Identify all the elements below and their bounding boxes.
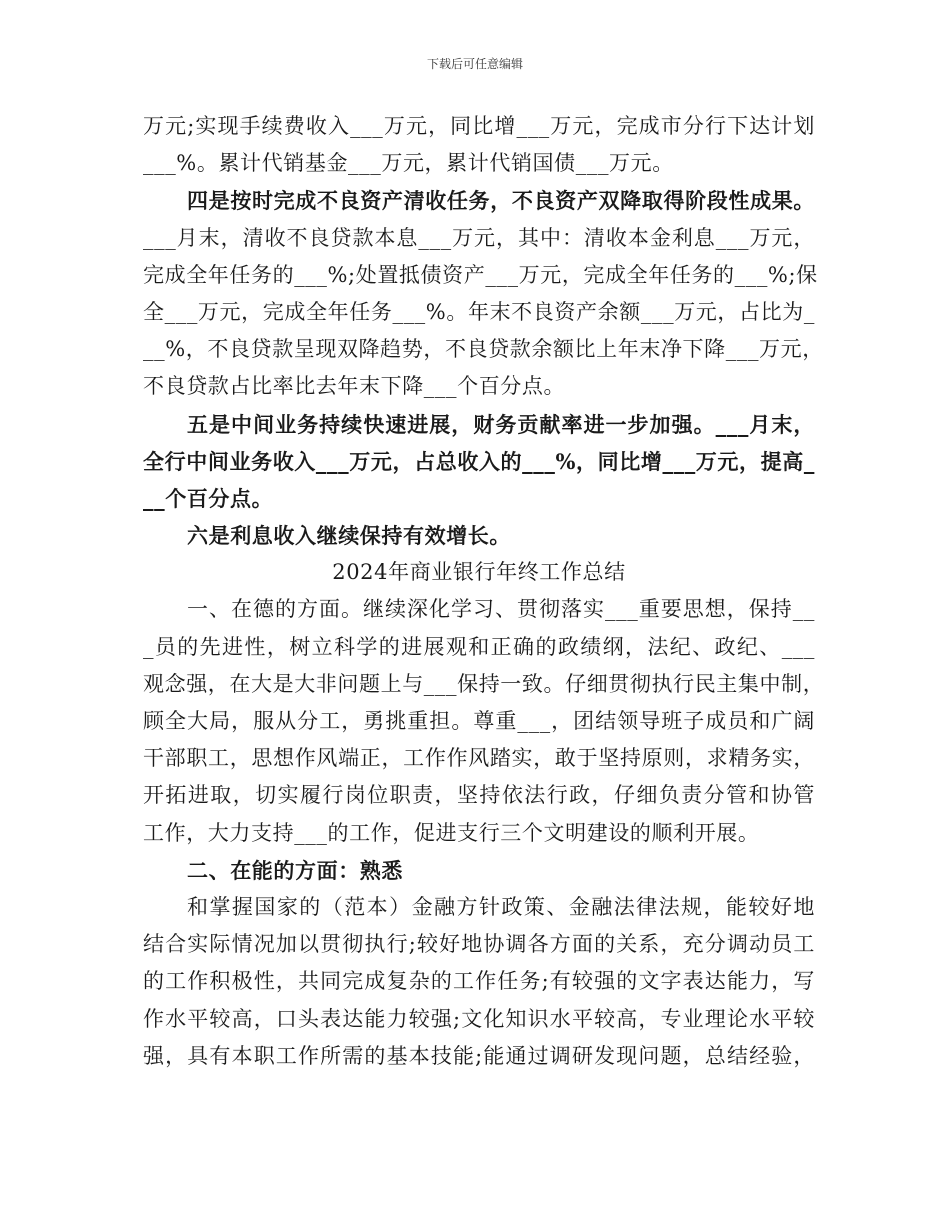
document-title: 2024年商业银行年终工作总结: [332, 560, 626, 585]
text-line: 开拓进取，切实履行岗位职责，坚持依法行政，仔细负责分管和协管: [143, 783, 815, 808]
text-line: 结合实际情况加以贯彻执行;较好地协调各方面的关系，充分调动员工: [143, 932, 815, 957]
text-line: 全___万元，完成全年任务___%。年末不良资产余额___万元，占比为_: [143, 299, 815, 324]
text-line: 不良贷款占比率比去年末下降___个百分点。: [143, 374, 566, 399]
text-line: 干部职工，思想作风端正，工作作风踏实，敢于坚持原则，求精务实，: [143, 746, 815, 771]
document-body: [143, 108, 825, 1075]
text-line: 完成全年任务的___%;处置抵债资产___万元，完成全年任务的___%;保: [143, 262, 818, 287]
text-line: 和掌握国家的（范本）金融方针政策、金融法律法规，能较好地: [187, 894, 815, 919]
section-heading-6: 六是利息收入继续保持有效增长。: [187, 523, 511, 549]
text-line: 观念强，在大是大非问题上与___保持一致。仔细贯彻执行民主集中制，: [143, 671, 825, 696]
text-line: 一、在德的方面。继续深化学习、贯彻落实___重要思想，保持__: [187, 597, 815, 622]
text-line: _员的先进性，树立科学的进展观和正确的政绩纲，法纪、政纪、___: [143, 634, 815, 659]
text-line: 工作，大力支持___的工作，促进支行三个文明建设的顺利开展。: [143, 820, 760, 845]
text-line: ___%。累计代销基金___万元，累计代销国债___万元。: [143, 151, 674, 176]
text-line: ___月末，清收不良贷款本息___万元，其中：清收本金利息___万元，: [143, 225, 815, 250]
text-line: 全行中间业务收入___万元，占总收入的___%，同比增___万元，提高_: [143, 448, 815, 474]
text-line: 作水平较高，口头表达能力较强;文化知识水平较高，专业理论水平较: [143, 1006, 815, 1031]
section-heading-2: 二、在能的方面：熟悉: [187, 857, 403, 883]
text-line: 强，具有本职工作所需的基本技能;能通过调研发现问题，总结经验，: [143, 1043, 815, 1068]
section-heading-4: 四是按时完成不良资产清收任务，不良资产双降取得阶段性成果。: [187, 188, 815, 214]
text-line: __%，不良贷款呈现双降趋势，不良贷款余额比上年末净下降___万元，: [143, 337, 824, 362]
page-header: 下载后可任意编辑: [426, 57, 523, 71]
text-line: 的工作积极性，共同完成复杂的工作任务;有较强的文字表达能力，写: [143, 969, 815, 994]
text-line: __个百分点。: [143, 485, 274, 511]
text-line: 顾全大局，服从分工，勇挑重担。尊重___，团结领导班子成员和广阔: [143, 709, 815, 733]
section-heading-5: 五是中间业务持续快速进展，财务贡献率进一步加强。___月末，: [187, 411, 815, 437]
text-line: 万元;实现手续费收入___万元，同比增___万元，完成市分行下达计划: [143, 114, 815, 138]
